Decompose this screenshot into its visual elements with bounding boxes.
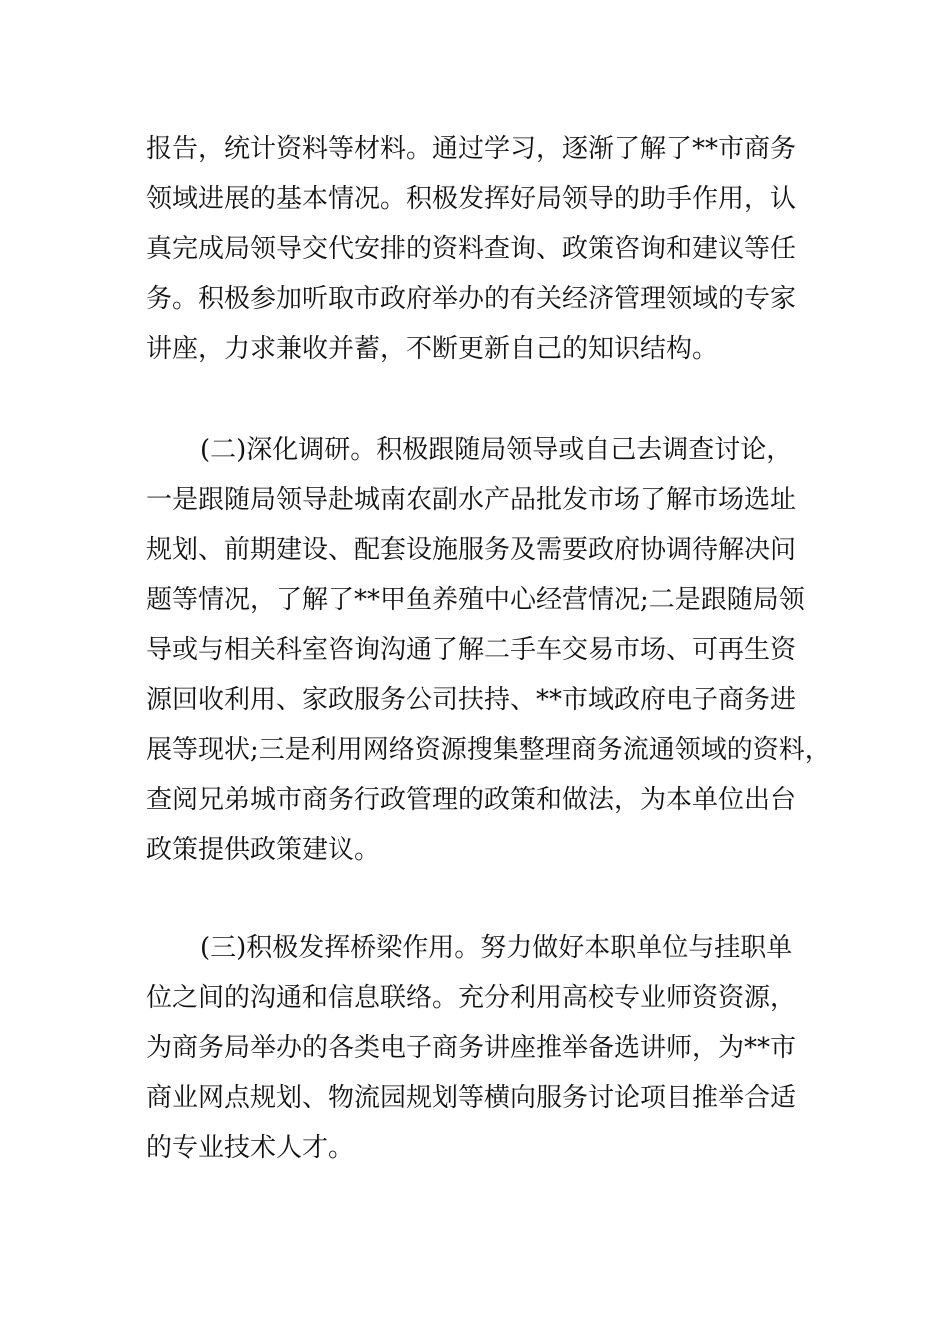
paragraph-2-deepen-research [146,425,846,875]
text-line: 题等情况，了解了**甲鱼养殖中心经营情况;二是跟随局领 [146,585,805,615]
text-line: 讲座，力求兼收并蓄，不断更新自己的知识结构。 [146,334,719,364]
text-line: 规划、前期建设、配套设施服务及需要政府协调待解决问 [146,535,797,565]
text-line: 为商务局举办的各类电子商务讲座推举备选讲师，为**市 [146,1033,797,1063]
text-line: 政策提供政策建议。 [146,835,381,865]
text-line: 务。积极参加听取市政府举办的有关经济管理领域的专家 [146,284,797,314]
text-line: 位之间的沟通和信息联络。充分利用高校专业师资资源， [146,983,797,1013]
text-line: 领域进展的基本情况。积极发挥好局领导的助手作用，认 [146,184,797,214]
text-line: 展等现状;三是利用网络资源搜集整理商务流通领域的资料， [146,735,831,765]
text-line: 商业网点规划、物流园规划等横向服务讨论项目推举合适 [146,1083,797,1113]
text-line: 报告，统计资料等材料。通过学习，逐渐了解了**市商务 [146,134,797,164]
text-line-heading: (三)积极发挥桥梁作用。努力做好本职单位与挂职单 [200,933,793,963]
paragraph-3-bridge-role [146,923,846,1173]
text-line: 源回收利用、家政服务公司扶持、**市域政府电子商务进 [146,685,797,715]
text-line: 一是跟随局领导赴城南农副水产品批发市场了解市场选址 [146,485,797,515]
text-line: 导或与相关科室咨询沟通了解二手车交易市场、可再生资 [146,635,797,665]
text-line-heading: (二)深化调研。积极跟随局领导或自己去调查讨论， [200,435,793,465]
text-line: 真完成局领导交代安排的资料查询、政策咨询和建议等任 [146,234,797,264]
text-line: 的专业技术人才。 [146,1133,355,1163]
text-line: 查阅兄弟城市商务行政管理的政策和做法，为本单位出台 [146,785,797,815]
paragraph-1 [146,124,846,374]
